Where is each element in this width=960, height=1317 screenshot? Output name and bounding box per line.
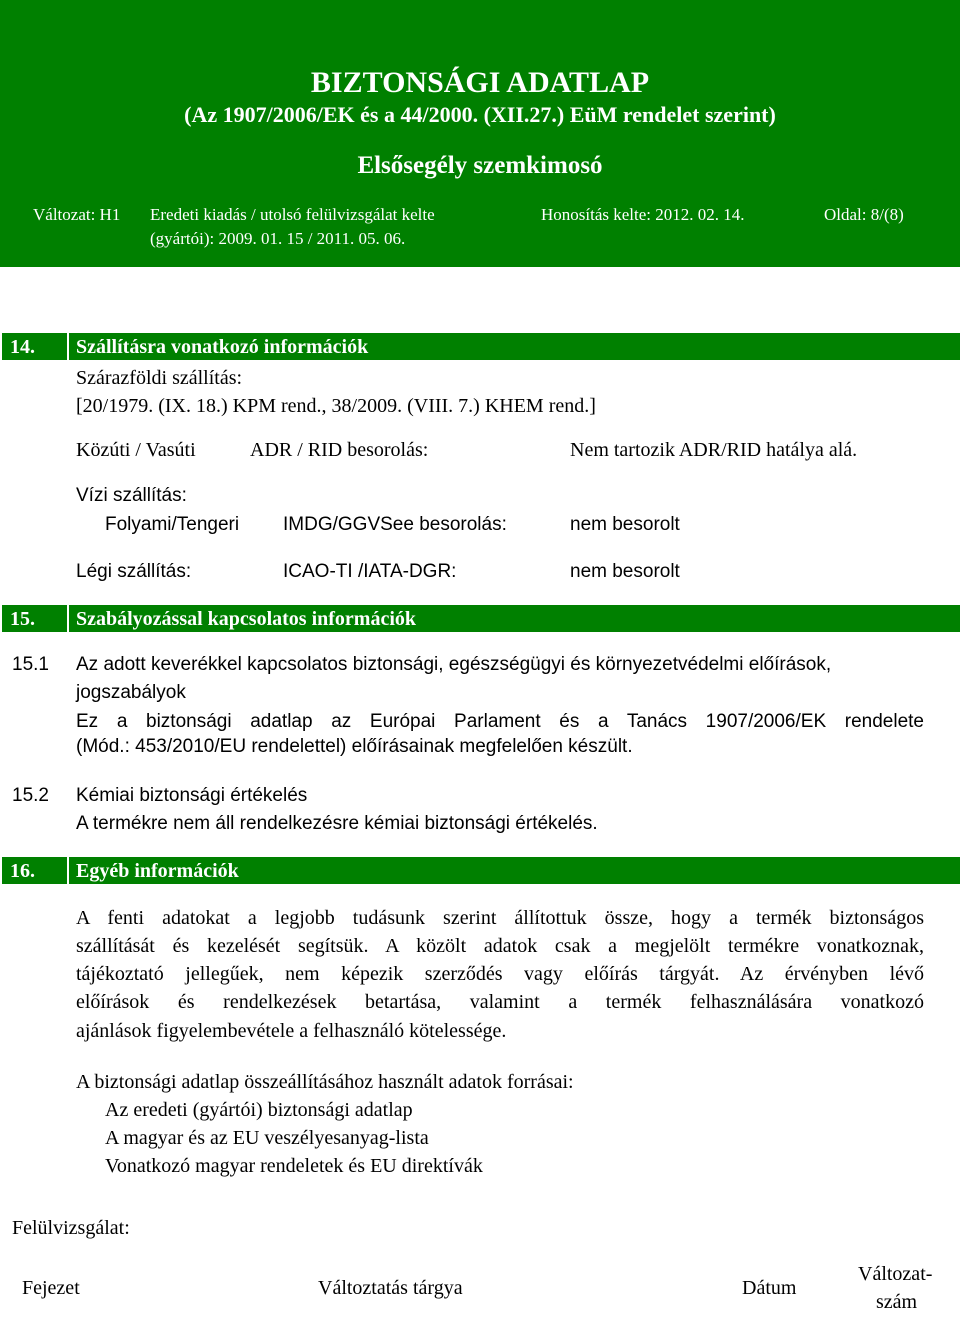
road-rail-label: Közúti / Vasúti xyxy=(76,439,196,461)
product-name: Elsősegély szemkimosó xyxy=(357,152,603,179)
document-header xyxy=(0,0,960,267)
paragraph-line: Ez a biztonsági adatlap az Európai Parlament és a Tanács 1907/2006/EK rendelete xyxy=(76,711,924,732)
table-header-version: Változat- xyxy=(858,1263,933,1285)
sources-title: A biztonsági adatlap összeállításához használt adatok forrásai: xyxy=(76,1071,574,1093)
adr-rid-classification-value: Nem tartozik ADR/RID hatálya alá. xyxy=(570,439,858,461)
source-item: Vonatkozó magyar rendeletek és EU direktívák xyxy=(105,1155,483,1177)
issue-date-value: (gyártói): 2009. 01. 15 / 2011. 05. 06. xyxy=(150,229,406,248)
bar-divider xyxy=(67,333,69,360)
table-header-chapter: Fejezet xyxy=(22,1277,80,1299)
paragraph-last-line: ajánlások figyelembevétele a felhasználó kötelessége. xyxy=(76,1020,507,1042)
subsection-number: 15.1 xyxy=(12,654,49,675)
subsection-title: Kémiai biztonsági értékelés xyxy=(76,785,308,806)
icao-iata-classification-label: ICAO-TI /IATA-DGR: xyxy=(283,561,457,582)
source-item: A magyar és az EU veszélyesanyag-lista xyxy=(105,1127,429,1149)
regulation-paragraph-end: (Mód.: 453/2010/EU rendelettel) előírásainak megfelelően készült. xyxy=(76,736,633,757)
section-number: 14. xyxy=(10,336,35,358)
chemical-safety-text: A termékre nem áll rendelkezésre kémiai biztonsági értékelés. xyxy=(76,813,598,834)
section-title: Szabályozással kapcsolatos információk xyxy=(76,608,417,630)
section-number: 16. xyxy=(10,860,35,882)
paragraph-line: előírások és rendelkezések betartása, valamint a termék felhasználására vonatkozó xyxy=(76,991,924,1013)
section-number: 15. xyxy=(10,608,35,630)
localization-date: Honosítás kelte: 2012. 02. 14. xyxy=(541,205,745,224)
icao-iata-classification-value: nem besorolt xyxy=(570,561,680,582)
regulation-paragraph xyxy=(76,708,924,736)
table-header-date: Dátum xyxy=(742,1277,797,1299)
water-transport-label: Vízi szállítás: xyxy=(76,485,187,506)
subsection-number: 15.2 xyxy=(12,785,49,806)
section-title: Egyéb információk xyxy=(76,860,239,882)
adr-rid-classification-label: ADR / RID besorolás: xyxy=(250,439,429,461)
other-info-paragraph xyxy=(76,904,924,1016)
paragraph-line: szállítását és kezelését segítsük. A közölt adatok csak a megjelölt termékre vonatkoznak, xyxy=(76,935,924,957)
imdg-classification-value: nem besorolt xyxy=(570,514,680,535)
page-number: Oldal: 8/(8) xyxy=(824,205,904,224)
table-header-subject: Változtatás tárgya xyxy=(318,1277,463,1299)
source-item: Az eredeti (gyártói) biztonsági adatlap xyxy=(105,1099,413,1121)
bar-divider xyxy=(67,857,69,884)
subsection-title: Az adott keverékkel kapcsolatos biztonsági, egészségügyi és környezetvédelmi előírások, xyxy=(76,654,832,675)
subsection-title-continued: jogszabályok xyxy=(76,682,186,703)
bar-divider xyxy=(0,605,2,632)
bar-divider xyxy=(0,857,2,884)
bar-divider xyxy=(67,605,69,632)
table-header-version-continued: szám xyxy=(876,1291,918,1313)
inland-sea-label: Folyami/Tengeri xyxy=(105,514,240,535)
paragraph-line: tájékoztató jellegűek, nem képezik szerződés vagy előírás tárgyát. Az érvényben lévő xyxy=(76,963,924,985)
section-14-header xyxy=(0,333,960,360)
version-label: Változat: H1 xyxy=(33,205,121,224)
imdg-classification-label: IMDG/GGVSee besorolás: xyxy=(283,514,507,535)
review-label: Felülvizsgálat: xyxy=(12,1217,130,1239)
section-title: Szállításra vonatkozó információk xyxy=(76,336,369,358)
section-15-header xyxy=(0,605,960,632)
issue-date-label: Eredeti kiadás / utolsó felülvizsgálat kelte xyxy=(150,205,435,224)
land-transport-regulation: [20/1979. (IX. 18.) KPM rend., 38/2009. (VIII. 7.) KHEM rend.] xyxy=(76,395,596,417)
section-16-header xyxy=(0,857,960,884)
air-transport-label: Légi szállítás: xyxy=(76,561,192,582)
bar-divider xyxy=(0,333,2,360)
document-title: BIZTONSÁGI ADATLAP xyxy=(310,66,650,99)
paragraph-line: A fenti adatokat a legjobb tudásunk szerint állítottuk össze, hogy a termék biztonságos xyxy=(76,907,924,929)
document-subtitle: (Az 1907/2006/EK és a 44/2000. (XII.27.) EüM rendelet szerint) xyxy=(184,102,776,127)
land-transport-label: Szárazföldi szállítás: xyxy=(76,367,243,389)
